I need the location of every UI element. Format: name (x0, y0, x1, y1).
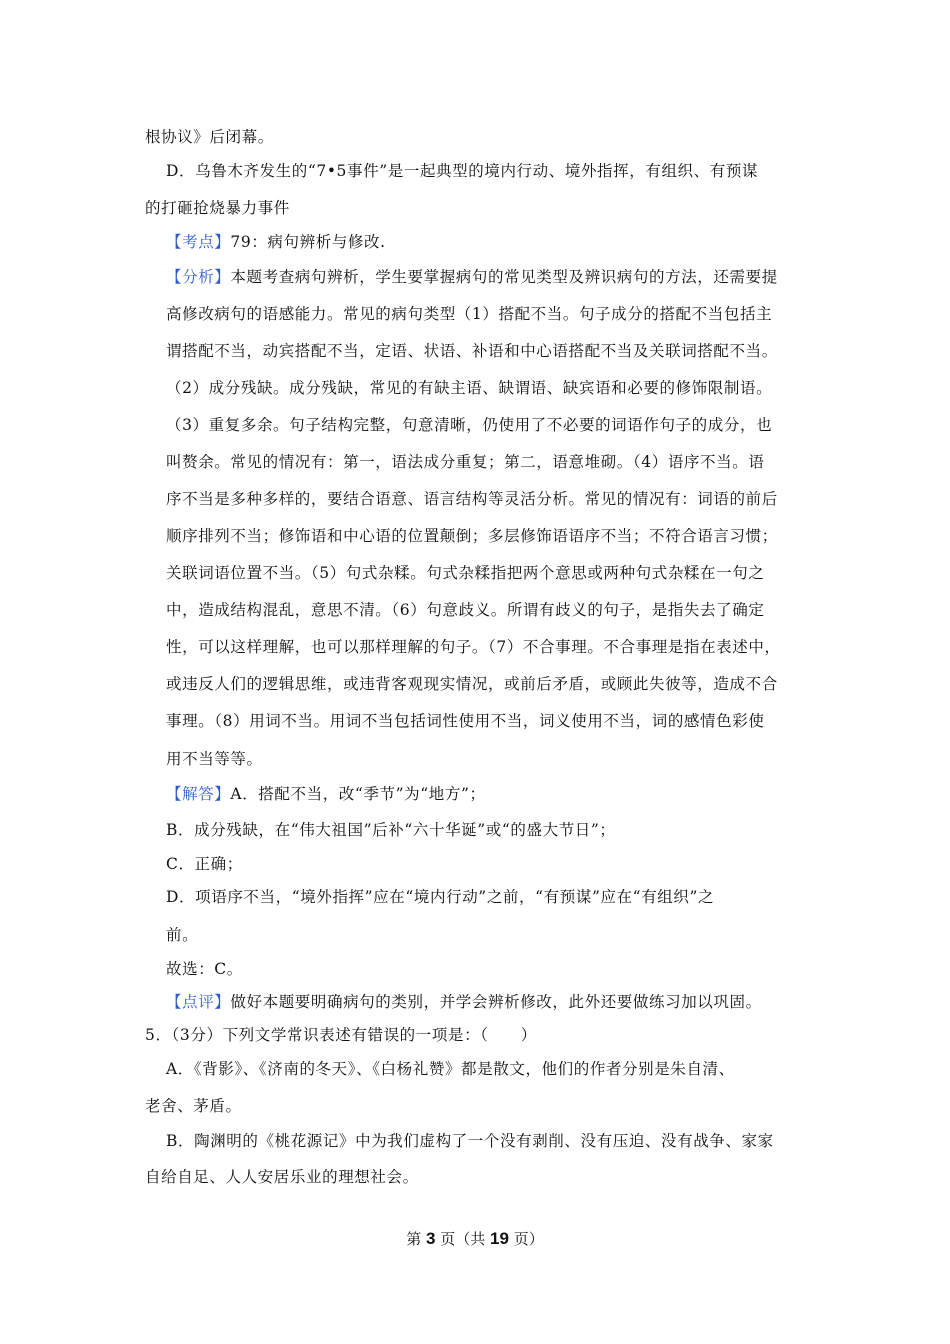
fenxi-line: 事理。（8）用词不当。用词不当包括词性使用不当，词义使用不当，词的感情色彩使 (166, 712, 765, 730)
footer-prefix: 第 (406, 1230, 427, 1248)
jieda-choice: 故选：C。 (166, 960, 243, 978)
q5-option-a-line2: 老舍、茅盾。 (145, 1097, 242, 1115)
jieda-line-b: B．成分残缺，在“伟大祖国”后补“六十华诞”或“的盛大节日”； (166, 821, 616, 839)
q5-stem: 5．（3分）下列文学常识表述有错误的一项是：（ ） (145, 1026, 537, 1044)
jieda-a-text: A．搭配不当，改“季节”为“地方”； (230, 785, 486, 803)
q5-option-b-line2: 自给自足、人人安居乐业的理想社会。 (145, 1168, 419, 1186)
q4-option-c-tail: 根协议》后闭幕。 (145, 128, 274, 146)
fenxi-line: （2）成分残缺。成分残缺，常见的有缺主语、缺谓语、缺宾语和必要的修饰限制语。 (166, 379, 773, 397)
dianping-line (166, 991, 762, 1013)
footer-middle: 页（共 (435, 1230, 491, 1248)
fenxi-first-text: 本题考查病句辨析，学生要掌握病句的常见类型及辨识病句的方法，还需要提 (230, 268, 778, 286)
jieda-line-a (166, 783, 486, 805)
fenxi-line: 中，造成结构混乱，意思不清。（6）句意歧义。所谓有歧义的句子，是指失去了确定 (166, 601, 765, 619)
q5-option-a-line1: A．《背影》、《济南的冬天》、《白杨礼赞》都是散文，他们的作者分别是朱自清、 (166, 1060, 735, 1078)
q4-option-d-line2: 的打砸抢烧暴力事件 (145, 199, 290, 217)
dianping-tag: 【点评】 (166, 993, 231, 1011)
kaodian-tag: 【考点】 (166, 233, 231, 251)
kaodian-line (166, 231, 386, 253)
kaodian-text: 79：病句辨析与修改. (230, 233, 386, 251)
fenxi-line: 谓搭配不当，动宾搭配不当，定语、状语、补语和中心语搭配不当及关联词搭配不当。 (166, 342, 778, 360)
fenxi-line: 高修改病句的语感能力。常见的病句类型（1）搭配不当。句子成分的搭配不当包括主 (166, 305, 773, 323)
footer-total-pages: 19 (490, 1229, 509, 1248)
jieda-line-d2: 前。 (166, 926, 199, 944)
jieda-tag: 【解答】 (166, 785, 231, 803)
page-footer (0, 1228, 950, 1249)
footer-suffix: 页） (508, 1230, 544, 1248)
dianping-text: 做好本题要明确病句的类别，并学会辨析修改，此外还要做练习加以巩固。 (230, 993, 762, 1011)
jieda-line-c: C．正确； (166, 855, 243, 873)
fenxi-line: 用不当等等。 (166, 750, 263, 768)
fenxi-tag: 【分析】 (166, 268, 231, 286)
fenxi-line: 性，可以这样理解，也可以那样理解的句子。（7）不合事理。不合事理是指在表述中， (166, 638, 781, 656)
fenxi-line: 或违反人们的逻辑思维，或违背客观现实情况，或前后矛盾，或顾此失彼等，造成不合 (166, 675, 778, 693)
fenxi-line: 顺序排列不当；修饰语和中心语的位置颠倒；多层修饰语语序不当；不符合语言习惯； (166, 527, 778, 545)
fenxi-line: 关联词语位置不当。（5）句式杂糅。句式杂糅指把两个意思或两种句式杂糅在一句之 (166, 564, 765, 582)
fenxi-line: 叫赘余。常见的情况有：第一，语法成分重复；第二，语意堆砌。（4）语序不当。语 (166, 453, 765, 471)
fenxi-first-line (166, 266, 778, 288)
q4-option-d-line1: D．乌鲁木齐发生的“7•5事件”是一起典型的境内行动、境外指挥，有组织、有预谋 (166, 162, 759, 180)
fenxi-line: （3）重复多余。句子结构完整，句意清晰，仍使用了不必要的词语作句子的成分，也 (166, 416, 773, 434)
fenxi-line: 序不当是多种多样的，要结合语意、语言结构等灵活分析。常见的情况有：词语的前后 (166, 490, 778, 508)
q5-option-b-line1: B．陶渊明的《桃花源记》中为我们虚构了一个没有剥削、没有压迫、没有战争、家家 (166, 1132, 774, 1150)
jieda-line-d1: D．项语序不当，“境外指挥”应在“境内行动”之前，“有预谋”应在“有组织”之 (166, 888, 715, 906)
footer-page-number: 3 (426, 1229, 436, 1248)
